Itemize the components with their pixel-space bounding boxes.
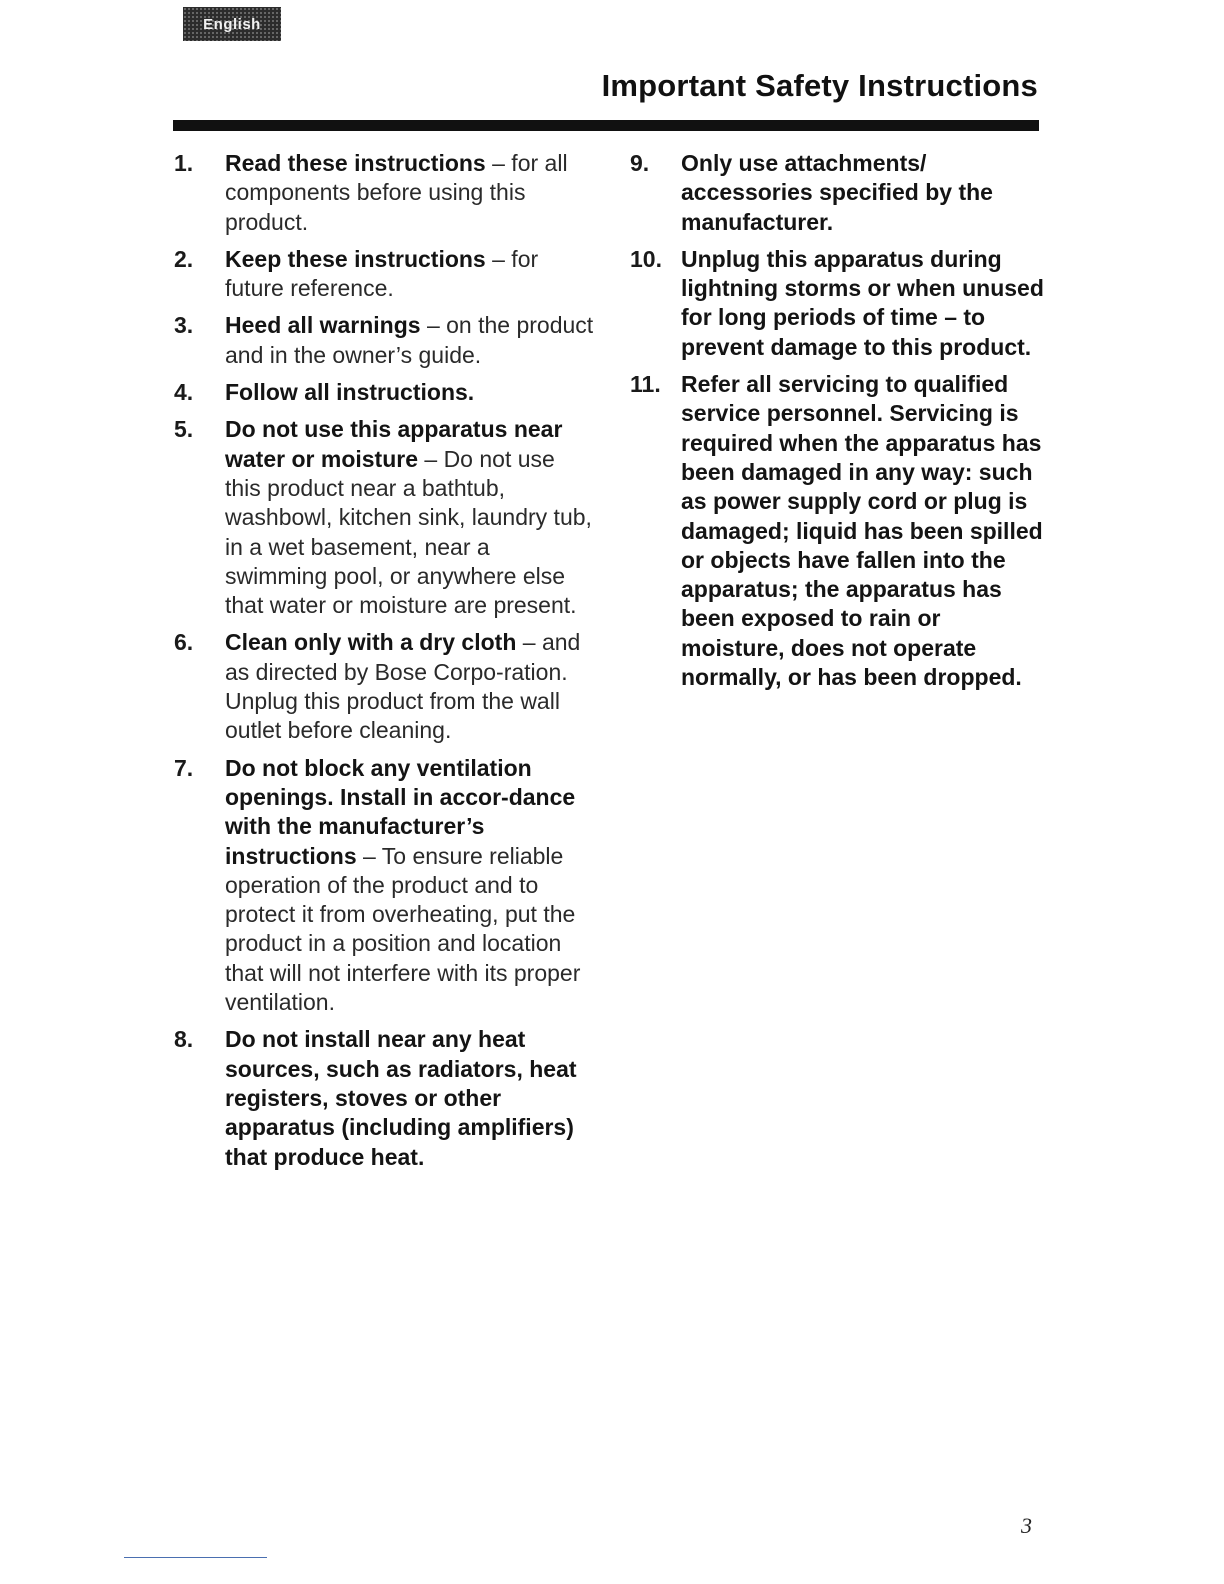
instruction-item: [174, 149, 594, 237]
title-divider: [173, 120, 1039, 131]
instruction-heading: Do not install near any heat sources, such as radiators, heat registers, stoves or other apparatus (including amplifiers) that produce heat.: [225, 1026, 577, 1170]
instruction-number: 11.: [630, 371, 661, 398]
instruction-number: 5.: [174, 416, 194, 443]
instruction-item: [630, 370, 1050, 692]
instruction-number: 3.: [174, 312, 194, 339]
instruction-text: – on the product and in the owner’s guide.: [225, 312, 594, 368]
instruction-number: 10.: [630, 245, 662, 272]
instruction-item: [174, 415, 594, 620]
instruction-item: [174, 628, 594, 745]
instruction-item: [174, 245, 594, 304]
instruction-item: [630, 149, 1050, 237]
instruction-heading: Follow all instructions.: [225, 379, 475, 406]
instruction-item: [630, 245, 1050, 362]
instruction-text: – for all components before using this product.: [225, 150, 568, 235]
footer-divider: [124, 1557, 267, 1558]
instruction-heading: Do not use this apparatus near water or moisture: [225, 416, 563, 472]
instruction-text: – for future reference.: [225, 245, 539, 302]
instruction-heading: Heed all warnings: [225, 312, 421, 339]
instruction-heading: Keep these instructions: [225, 245, 486, 272]
instruction-text: – To ensure reliable operation of the product and to protect it from overheating, put the product in a position and location that will not interfere with its proper ventilation.: [225, 842, 581, 1016]
instruction-number: 2.: [174, 245, 194, 272]
instruction-number: 8.: [174, 1026, 194, 1053]
instructions-column-left: [174, 149, 594, 1180]
instruction-number: 1.: [174, 150, 194, 176]
instruction-heading: Clean only with a dry cloth: [225, 629, 517, 656]
instruction-number: 6.: [174, 629, 194, 656]
instruction-heading: Only use attachments/ accessories specified by the manufacturer.: [681, 150, 993, 235]
instruction-heading: Do not block any ventilation openings. Install in accor-dance with the manufacturer’s instructions: [225, 754, 576, 869]
instructions-column-right: [630, 149, 1050, 700]
instruction-item: [174, 1025, 594, 1171]
instruction-heading: Read these instructions: [225, 150, 486, 176]
instruction-heading: Refer all servicing to qualified service personnel. Servicing is required when the apparatus has been damaged in any way: such as power supply cord or plug is damaged; liquid has been spilled or objects have fallen into the apparatus; the apparatus has been exposed to rain or moisture, does not operate normally, or has been dropped.: [681, 371, 1043, 691]
instruction-text: – and as directed by Bose Corpo-ration. Unplug this product from the wall outlet before cleaning.: [225, 629, 581, 744]
instruction-number: 4.: [174, 379, 194, 406]
instruction-text: – Do not use this product near a bathtub, washbowl, kitchen sink, laundry tub, in a wet basement, near a swimming pool, or anywhere else that water or moisture are present.: [225, 445, 592, 619]
instruction-item: [174, 754, 594, 1018]
page-title: Important Safety Instructions: [601, 68, 1038, 103]
instruction-number: 9.: [630, 150, 650, 176]
instruction-heading: Unplug this apparatus during lightning storms or when unused for long periods of time – to prevent damage to this product.: [681, 245, 1044, 360]
language-tab: English: [183, 7, 281, 41]
instruction-item: [174, 311, 594, 370]
page-number: 3: [1021, 1513, 1032, 1538]
instruction-item: [174, 378, 594, 407]
instruction-number: 7.: [174, 754, 194, 781]
